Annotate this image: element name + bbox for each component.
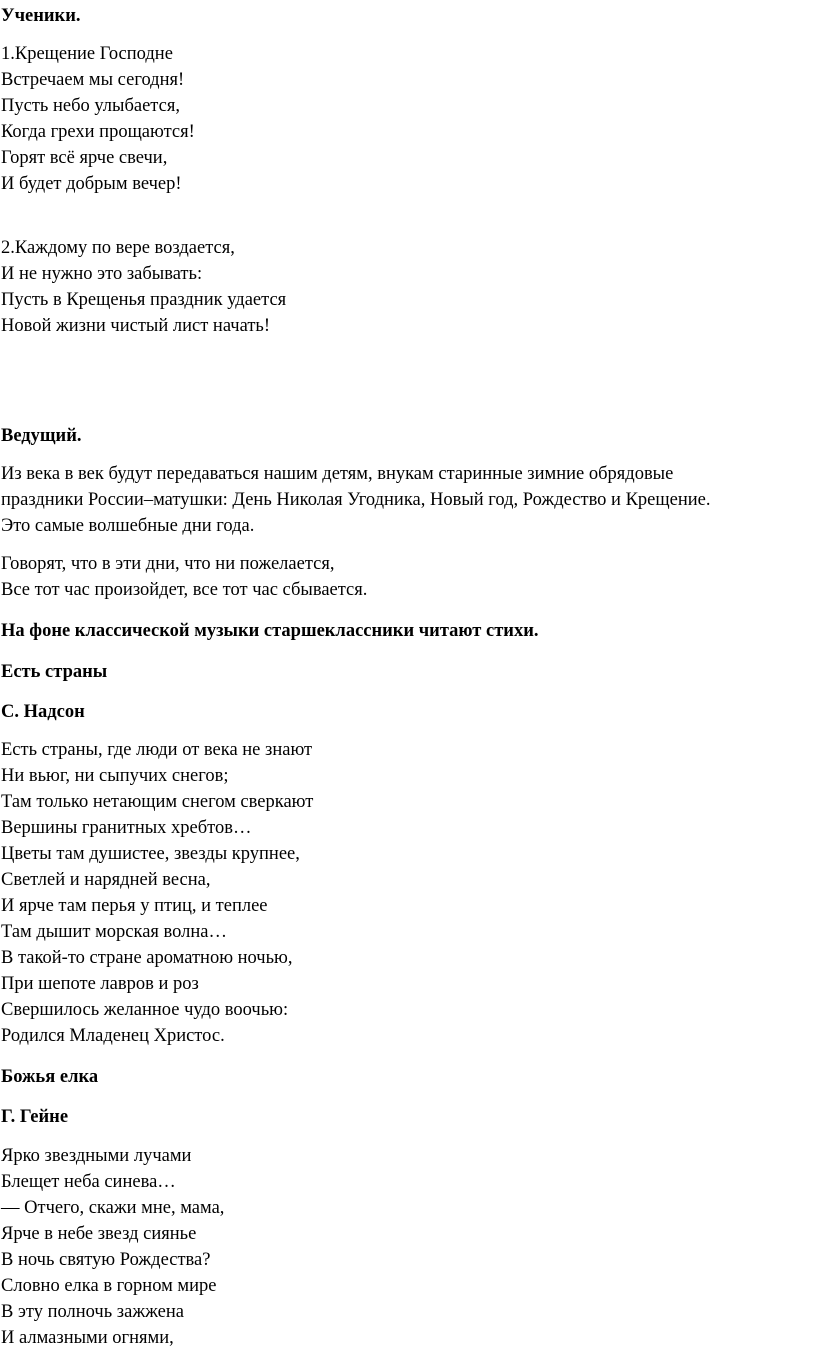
poem2-title: Есть страны xyxy=(1,662,108,682)
poem1-stanza2-line: Новой жизни чистый лист начать! xyxy=(1,316,271,336)
poem1-stanza1-line: Встречаем мы сегодня! xyxy=(1,70,185,90)
host-paragraph-line: Из века в век будут передаваться нашим детям, внукам старинные зимние обрядовые xyxy=(1,464,674,484)
poem2-line: И ярче там перья у птиц, и теплее xyxy=(1,896,268,916)
host-saying-line: Все тот час произойдет, все тот час сбывается. xyxy=(1,580,368,600)
host-paragraph-line: Это самые волшебные дни года. xyxy=(1,516,255,536)
poem2-line: Ни вьюг, ни сыпучих снегов; xyxy=(1,766,229,786)
poem1-stanza1-line: Пусть небо улыбается, xyxy=(1,96,180,116)
poem2-line: Там только нетающим снегом сверкают xyxy=(1,792,314,812)
poem3-line: — Отчего, скажи мне, мама, xyxy=(1,1198,225,1218)
poem1-stanza1-line: 1.Крещение Господне xyxy=(1,44,173,64)
poem2-line: Светлей и нарядней весна, xyxy=(1,870,211,890)
poem2-line: Там дышит морская волна… xyxy=(1,922,228,942)
poem1-stanza1-line: И будет добрым вечер! xyxy=(1,174,182,194)
poem3-line: Ярко звездными лучами xyxy=(1,1146,192,1166)
poem2-line: При шепоте лавров и роз xyxy=(1,974,199,994)
poem3-author: Г. Гейне xyxy=(1,1107,69,1127)
poem2-line: В такой-то стране ароматною ночью, xyxy=(1,948,293,968)
poem3-line: Словно елка в горном мире xyxy=(1,1276,217,1296)
poem1-stanza2-line: 2.Каждому по вере воздается, xyxy=(1,238,235,258)
poem2-author: С. Надсон xyxy=(1,702,85,722)
poem3-title: Божья елка xyxy=(1,1067,99,1087)
poem1-stanza1-line: Когда грехи прощаются! xyxy=(1,122,195,142)
host-saying-line: Говорят, что в эти дни, что ни пожелается, xyxy=(1,554,335,574)
host-paragraph-line: праздники России–матушки: День Николая Угодника, Новый год, Рождество и Крещение. xyxy=(1,490,711,510)
poem3-line: Блещет неба синева… xyxy=(1,1172,176,1192)
students-heading: Ученики. xyxy=(1,6,81,26)
poem3-line: Ярче в небе звезд сиянье xyxy=(1,1224,197,1244)
poem1-stanza2-line: И не нужно это забывать: xyxy=(1,264,203,284)
poem3-line: В ночь святую Рождества? xyxy=(1,1250,211,1270)
poem2-line: Родился Младенец Христос. xyxy=(1,1026,225,1046)
host-heading: Ведущий. xyxy=(1,426,82,446)
poem3-line: И алмазными огнями, xyxy=(1,1328,174,1348)
poem2-line: Вершины гранитных хребтов… xyxy=(1,818,252,838)
poem2-line: Свершилось желанное чудо воочью: xyxy=(1,1000,289,1020)
poem2-line: Цветы там душистее, звезды крупнее, xyxy=(1,844,300,864)
poem3-line: В эту полночь зажжена xyxy=(1,1302,184,1322)
stage-direction: На фоне классической музыки старшеклассники читают стихи. xyxy=(1,621,539,641)
poem1-stanza2-line: Пусть в Крещенья праздник удается xyxy=(1,290,287,310)
poem1-stanza1-line: Горят всё ярче свечи, xyxy=(1,148,168,168)
poem2-line: Есть страны, где люди от века не знают xyxy=(1,740,313,760)
